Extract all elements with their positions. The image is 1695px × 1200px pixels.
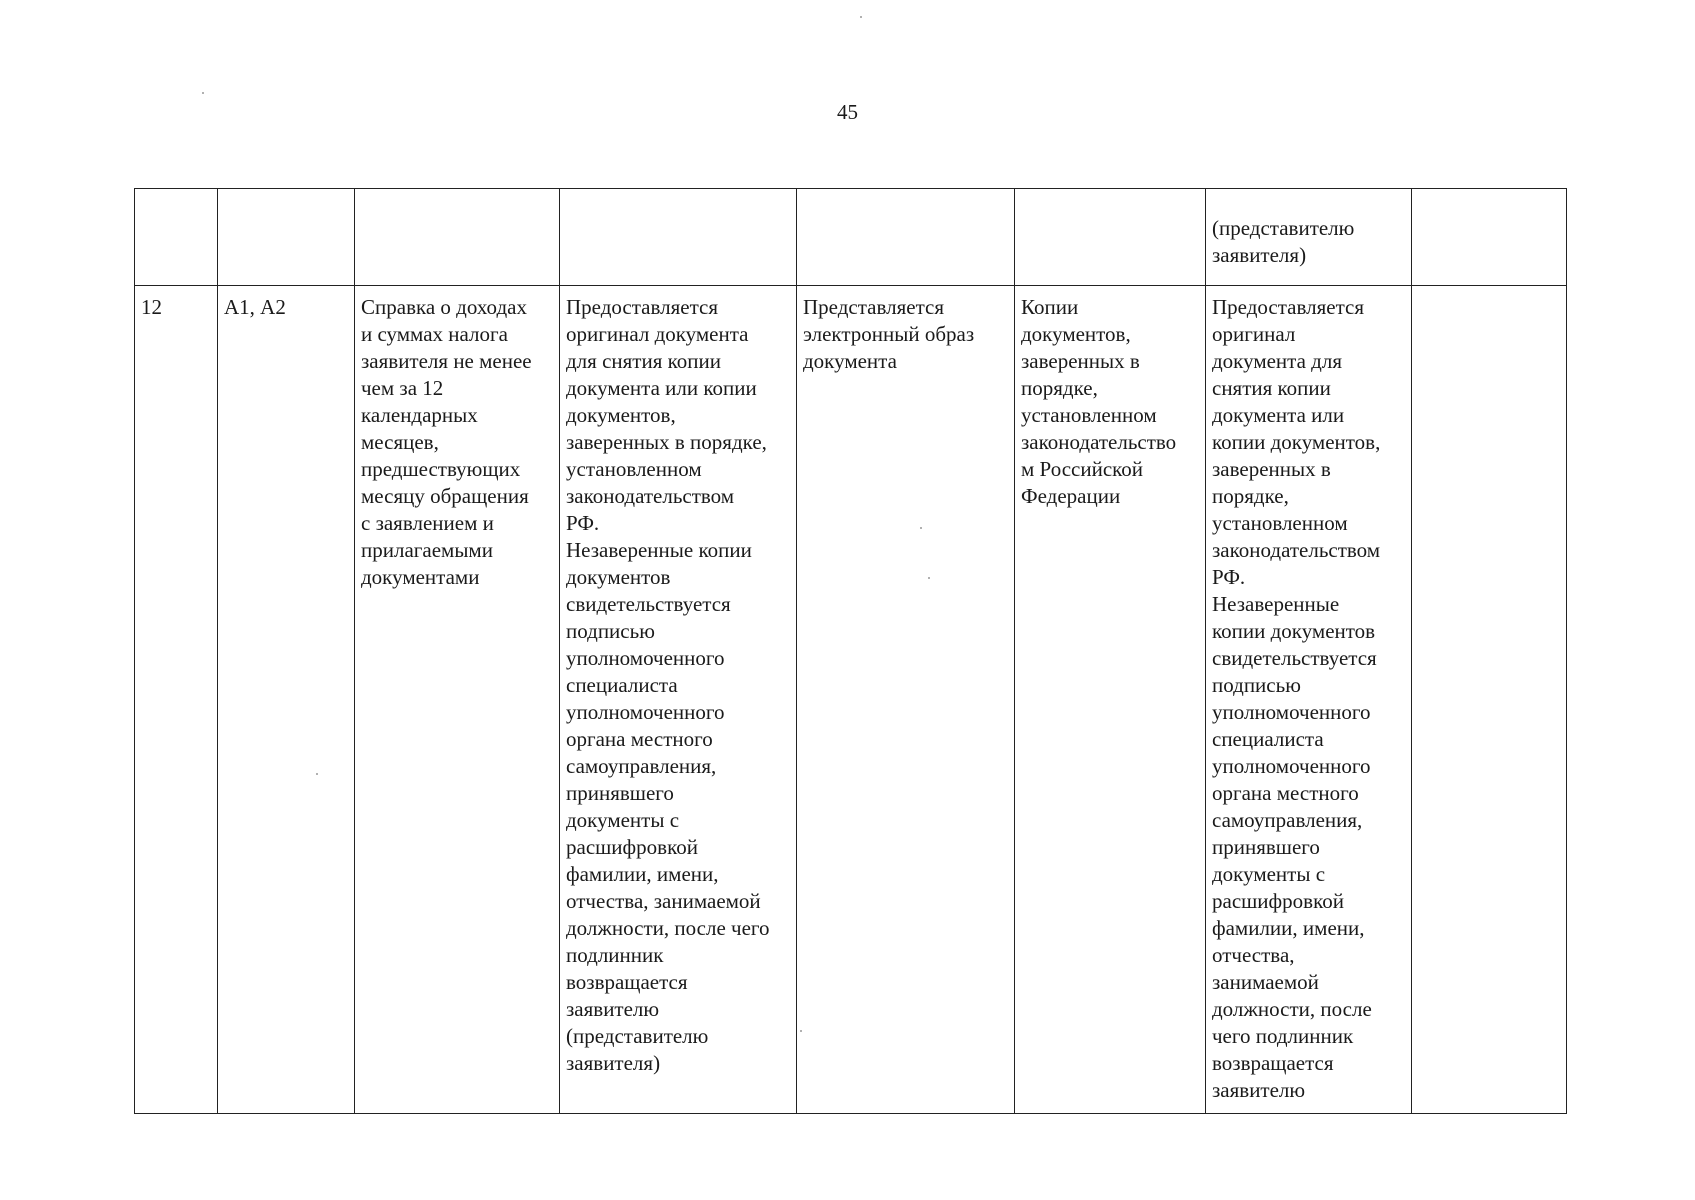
page-number: 45 (837, 100, 858, 124)
electronic-cell (797, 286, 1015, 1114)
table-cell (135, 189, 218, 286)
scan-speck (316, 773, 318, 775)
electronic-requirements: Представляется электронный образ документа (803, 295, 975, 373)
table-cell (355, 189, 560, 286)
in-person-requirements: Предоставляется оригинал документа для снятия копии документа или копии документов, заверенных в порядке, установленном законодательством РФ. Незаверенные копии документов свидетельствуется подписью уполномоченного специалиста уполномоченного органа местного самоуправления, принявшего документы с расшифровкой фамилии, имени, отчества, занимаемой должности, после чего подлинник возвращается заявителю (представителю заявителя) (566, 295, 770, 1075)
scan-speck (928, 577, 930, 579)
document-name-cell (355, 286, 560, 1114)
mail-requirements: Копии документов, заверенных в порядке, установленном законодательство м Российской Федерации (1021, 295, 1177, 508)
table-cell (218, 189, 355, 286)
codes-cell (218, 286, 355, 1114)
document-table (134, 188, 1567, 1114)
mfc-requirements: Предоставляется оригинал документа для снятия копии документа или копии документов, заверенных в порядке, установленном законодательством РФ. Незаверенные копии документов свидетельствуется подписью уполномоченного специалиста уполномоченного органа местного самоуправления, принявшего документы с расшифровкой фамилии, имени, отчества, занимаемой должности, после чего подлинник возвращается заявителю (1212, 295, 1381, 1102)
scan-speck (202, 92, 204, 94)
scan-speck (920, 527, 922, 529)
last-cell (1412, 286, 1567, 1114)
scan-speck (860, 16, 862, 18)
table-cell (797, 189, 1015, 286)
mail-cell (1015, 286, 1206, 1114)
document-name: Справка о доходах и суммах налога заявителя не менее чем за 12 календарных месяцев, предшествующих месяцу обращения с заявлением и прилагаемыми документами (361, 295, 532, 589)
mfc-cell (1206, 286, 1412, 1114)
in-person-cell (560, 286, 797, 1114)
table-cell (1015, 189, 1206, 286)
row-number: 12 (141, 295, 162, 319)
row-number-cell (135, 286, 218, 1114)
mfc-continuation-text: (представителю заявителя) (1212, 216, 1355, 267)
table-cell-mfc-continuation (1206, 189, 1412, 286)
table-row (135, 286, 1567, 1114)
table-cell (1412, 189, 1567, 286)
table-row-continuation (135, 189, 1567, 286)
table-cell (560, 189, 797, 286)
applicant-codes: А1, А2 (224, 295, 286, 319)
scan-speck (800, 1030, 802, 1032)
